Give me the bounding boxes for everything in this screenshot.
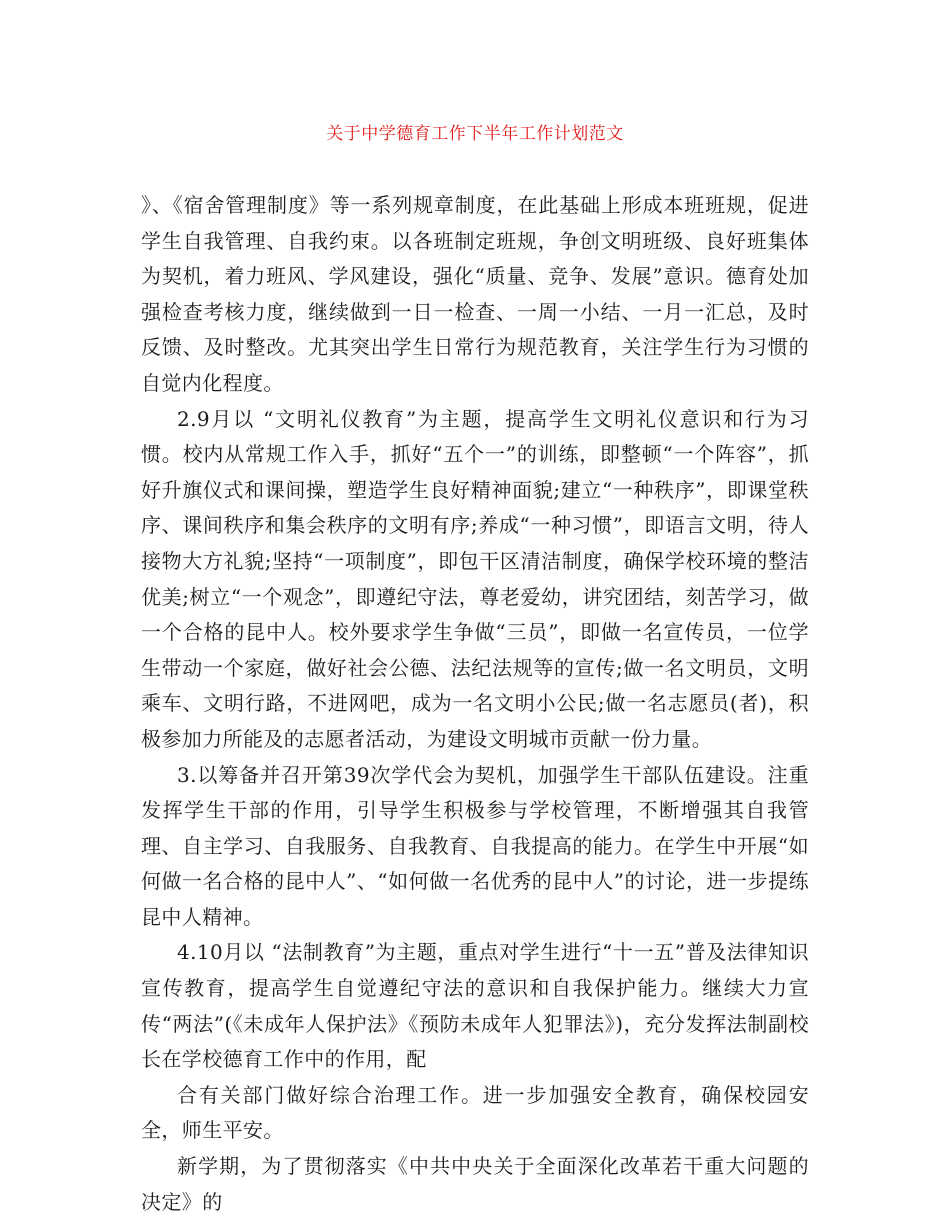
- paragraph-item-4: 4.10月以 “法制教育”为主题，重点对学生进行“十一五”普及法律知识宣传教育，提高学生自觉遵纪守法的意识和自我保护能力。继续大力宣传“两法”(《未成年人保护法》《预防未成年人犯罪法》)，充分发挥法制副校长在学校德育工作中的作用，配: [141, 940, 809, 1072]
- paragraph-item-2: 2.9月以 “文明礼仪教育”为主题，提高学生文明礼仪意识和行为习惯。校内从常规工作入手，抓好“五个一”的训练，即整顿“一个阵容”，抓好升旗仪式和课间操，塑造学生良好精神面貌;建立“一种秩序”，即课堂秩序、课间秩序和集会秩序的文明有序;养成“一种习惯”，即语言文明，待人接物大方礼貌;坚持“一项制度”，即包干区清洁制度，确保学校环境的整洁优美;树立“一个观念”，即遵纪守法，尊老爱幼，讲究团结，刻苦学习，做一个合格的昆中人。校外要求学生争做“三员”，即做一名宣传员，一位学生带动一个家庭，做好社会公德、法纪法规等的宣传;做一名文明员，文明乘车、文明行路，不进网吧，成为一名文明小公民;做一名志愿员(者)，积极参加力所能及的志愿者活动，为建设文明城市贡献一份力量。: [141, 406, 809, 751]
- document-body: [141, 188, 809, 1220]
- document-title: 关于中学德育工作下半年工作计划范文: [326, 124, 624, 144]
- paragraph-continuation: 》、《宿舍管理制度》等一系列规章制度，在此基础上形成本班班规，促进学生自我管理、自我约束。以各班制定班规，争创文明班级、良好班集体为契机，着力班风、学风建设，强化“质量、竞争、发展”意识。德育处加强检查考核力度，继续做到一日一检查、一周一小结、一月一汇总，及时反馈、及时整改。尤其突出学生日常行为规范教育，关注学生行为习惯的自觉内化程度。: [141, 193, 809, 395]
- paragraph-item-3: 3.以筹备并召开第39次学代会为契机，加强学生干部队伍建设。注重发挥学生干部的作用，引导学生积极参与学校管理，不断增强其自我管理、自主学习、自我服务、自我教育、自我提高的能力。在学生中开展“如何做一名合格的昆中人”、“如何做一名优秀的昆中人”的讨论，进一步提练昆中人精神。: [141, 762, 809, 929]
- paragraph-new-semester: 新学期，为了贯彻落实《中共中央关于全面深化改革若干重大问题的决定》的: [141, 1154, 809, 1214]
- paragraph-safety: 合有关部门做好综合治理工作。进一步加强安全教育，确保校园安全，师生平安。: [141, 1082, 809, 1143]
